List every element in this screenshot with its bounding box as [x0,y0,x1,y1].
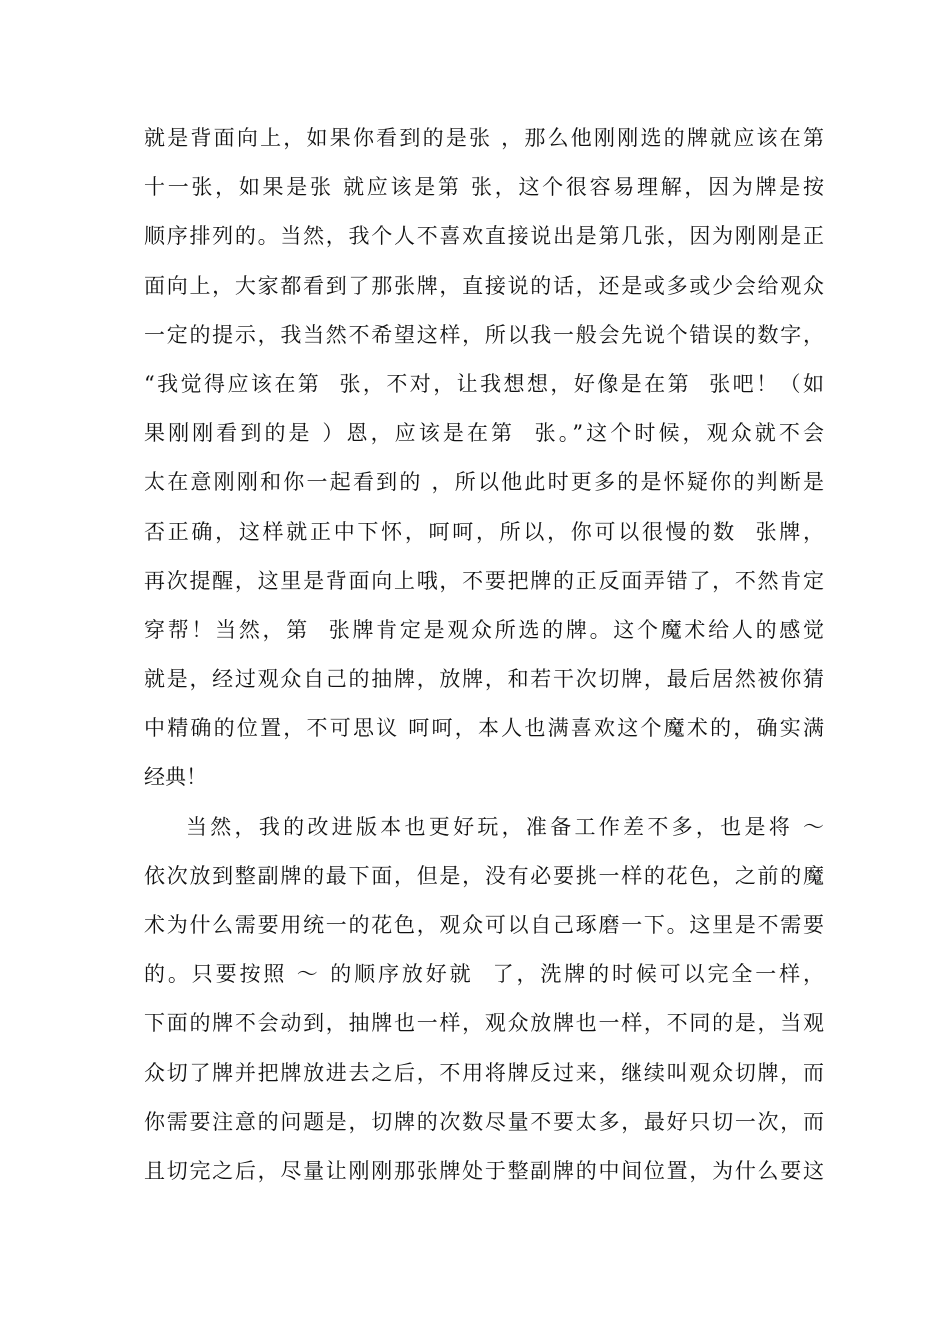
text-line: 你需要注意的问题是，切牌的次数尽量不要太多，最好只切一次，而 [144,1109,824,1134]
text-line: 再次提醒，这里是背面向上哦，不要把牌的正反面弄错了，不然肯定 [144,568,824,593]
text-line: 面向上，大家都看到了那张牌，直接说的话，还是或多或少会给观众 [144,273,824,298]
text-line-paragraph-start: 当然，我的改进版本也更好玩，准备工作差不多，也是将 ～ [186,814,824,839]
text-line: 就是背面向上，如果你看到的是张 ，那么他刚刚选的牌就应该在第 [144,126,824,150]
text-line: 穿帮！当然，第 张牌肯定是观众所选的牌。这个魔术给人的感觉 [144,617,824,642]
text-line: 术为什么需要用统一的花色，观众可以自己琢磨一下。这里是不需要 [144,913,824,937]
text-line: 众切了牌并把牌放进去之后，不用将牌反过来，继续叫观众切牌，而 [144,1060,824,1085]
text-line: 依次放到整副牌的最下面，但是，没有必要挑一样的花色，之前的魔 [144,863,824,888]
text-line: 果刚刚看到的是 ）恩，应该是在第 张。”这个时候，观众就不会 [144,421,824,446]
text-line: 太在意刚刚和你一起看到的 ，所以他此时更多的是怀疑你的判断是 [144,470,824,495]
text-line: 中精确的位置，不可思议 呵呵，本人也满喜欢这个魔术的，确实满 [144,716,824,741]
text-line: 十一张，如果是张 就应该是第 张，这个很容易理解，因为牌是按 [144,175,824,200]
text-line: 的。只要按照 ～ 的顺序放好就 了，洗牌的时候可以完全一样， [144,962,824,987]
text-line: 就是，经过观众自己的抽牌，放牌，和若干次切牌，最后居然被你猜 [144,667,824,692]
text-line: 否正确，这样就正中下怀，呵呵，所以，你可以很慢的数 张牌， [144,519,824,544]
document-body [144,114,824,1196]
text-line: 一定的提示，我当然不希望这样，所以我一般会先说个错误的数字， [144,322,824,347]
text-line: 顺序排列的。当然，我个人不喜欢直接说出是第几张，因为刚刚是正 [144,224,824,249]
text-line-paragraph-end: 经典！ [144,765,207,790]
text-line: 下面的牌不会动到，抽牌也一样，观众放牌也一样，不同的是，当观 [144,1011,824,1036]
text-line: “我觉得应该在第 张，不对，让我想想，好像是在第 张吧！（如 [144,371,824,396]
text-line: 且切完之后，尽量让刚刚那张牌处于整副牌的中间位置，为什么要这 [144,1158,824,1183]
